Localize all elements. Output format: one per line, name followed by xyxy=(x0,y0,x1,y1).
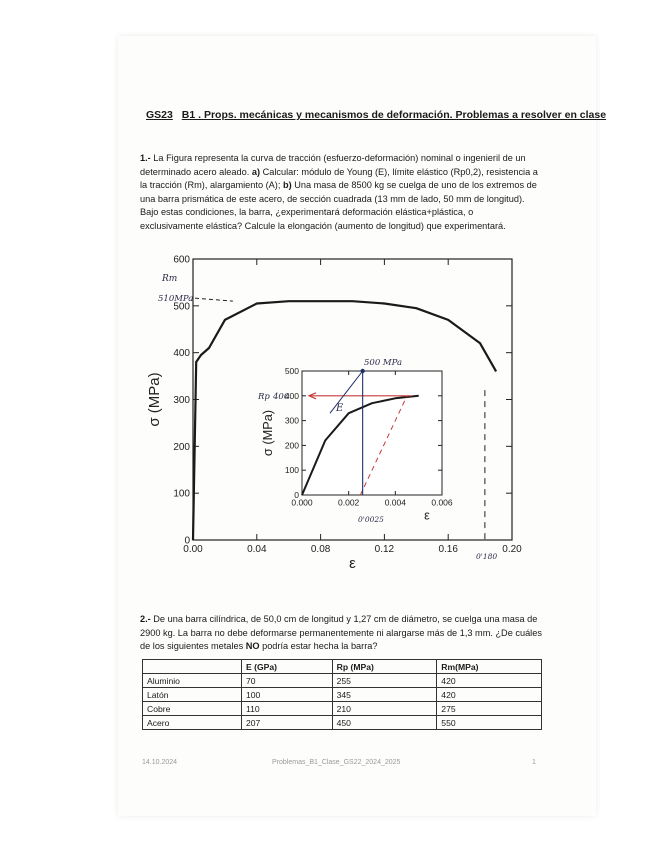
table-cell: 275 xyxy=(437,702,542,716)
table-cell: 255 xyxy=(332,674,437,688)
y-tick-label: 0 xyxy=(294,489,299,500)
problem-1-label-a: a) xyxy=(251,166,261,177)
table-cell: Aluminio xyxy=(143,674,242,688)
rm-value-annotation: 510MPa xyxy=(158,294,194,304)
course-code: GS23 xyxy=(146,109,173,121)
offset-strain-annotation: 0'0025 xyxy=(358,515,384,524)
rm-annotation: Rm xyxy=(162,274,178,284)
page-header xyxy=(146,109,606,121)
table-cell: 210 xyxy=(332,702,437,716)
table-row xyxy=(143,688,542,702)
table-header-cell xyxy=(143,660,242,674)
problem-2-no: NO xyxy=(245,641,260,651)
table-cell: 420 xyxy=(437,688,542,702)
x-tick-label: 0.006 xyxy=(431,497,453,508)
y-tick-label: 200 xyxy=(284,440,299,451)
problem-2-number: 2.- xyxy=(140,614,151,624)
footer-date: 14.10.2024 xyxy=(142,759,178,766)
rp-value-annotation: 400 xyxy=(273,392,290,402)
x-axis-label: ε xyxy=(424,507,430,523)
problem-1-number: 1.- xyxy=(140,153,151,163)
y-axis-label: σ (MPa) xyxy=(260,409,275,457)
table-row xyxy=(143,716,542,730)
problem-2 xyxy=(140,613,550,654)
x-tick-label: 0.002 xyxy=(338,497,360,508)
problem-2-question: podría estar hecha la barra? xyxy=(262,641,378,651)
table-header-cell: Rp (MPa) xyxy=(332,660,437,674)
y-tick-label: 0 xyxy=(184,535,190,547)
problem-2-text: De una barra cilíndrica, de 50,0 cm de longitud y 1,27 cm de diámetro, se cuelga una masa de 2900 kg. La barra no debe deformarse permanentemente ni alargarse más de 1,3 mm. ¿De cuáles de los siguientes metales xyxy=(140,614,542,651)
x-tick-label: 0.20 xyxy=(502,544,522,555)
x-tick-label: 0.04 xyxy=(247,544,267,555)
table-header-cell: E (GPa) xyxy=(242,660,333,674)
problem-1-part-a: Calcular: módulo de Young (E), límite elástico (Rp0,2), resistencia a la tracción (Rm), alargamiento (A); xyxy=(140,166,538,190)
y-tick-label: 400 xyxy=(173,348,190,360)
table-cell: Cobre xyxy=(143,702,242,716)
rm-dashed-line xyxy=(195,298,233,301)
rp-annotation: Rp xyxy=(258,392,270,402)
page-title: B1 . Props. mecánicas y mecanismos de deformación. Problemas a resolver en clase xyxy=(181,109,607,121)
y-tick-label: 500 xyxy=(173,301,190,313)
problem-1-part-b: Una masa de 8500 kg se cuelga de uno de los extremos de una barra prismática de este acero, de sección cuadrada (13 mm de lado, 50 mm de longitud). Bajo estas condiciones, la barra, ¿experimentará deformación elástica+plástica, o exclusivamente elástica? Calcule la elongación (aumento de longitud) que experimentará. xyxy=(140,180,537,231)
y-tick-label: 400 xyxy=(284,390,299,401)
x-tick-label: 0.12 xyxy=(374,544,395,555)
table-cell: Acero xyxy=(143,716,242,730)
table-cell: 207 xyxy=(242,716,333,730)
modulus-annotation: E xyxy=(336,403,344,414)
table-cell: 550 xyxy=(437,716,542,730)
fracture-strain-annotation: 0'180 xyxy=(476,552,498,561)
problem-1-label-b: b) xyxy=(282,180,292,190)
table-header-cell: Rm(MPa) xyxy=(437,660,542,674)
problem-1 xyxy=(140,152,538,233)
table-row xyxy=(143,674,542,688)
x-axis-label: ε xyxy=(349,555,356,572)
y-tick-label: 200 xyxy=(173,441,190,453)
table-header-row xyxy=(143,660,542,674)
table-cell: Latón xyxy=(143,688,242,702)
y-tick-label: 300 xyxy=(284,415,299,426)
y-tick-label: 300 xyxy=(173,395,190,406)
y-tick-label: 500 xyxy=(284,365,299,376)
metals-table xyxy=(142,659,542,730)
table-cell: 450 xyxy=(332,716,437,730)
plot-background xyxy=(302,371,442,495)
problem-1-intro: La Figura representa la curva de tracción (esfuerzo-deformación) nominal o ingenieril de un determinado acero aleado. xyxy=(140,153,526,177)
table-cell: 70 xyxy=(242,674,333,688)
table-cell: 345 xyxy=(332,688,437,702)
table-cell: 100 xyxy=(242,688,333,702)
inset-chart xyxy=(260,366,453,522)
y-tick-label: 100 xyxy=(284,465,299,476)
stress-strain-figure xyxy=(140,243,540,583)
table-cell: 110 xyxy=(242,702,333,716)
x-tick-label: 0.00 xyxy=(183,544,203,555)
x-tick-label: 0.004 xyxy=(384,497,406,508)
x-tick-label: 0.000 xyxy=(291,497,313,508)
table-cell: 420 xyxy=(437,674,542,688)
y-tick-label: 600 xyxy=(173,254,190,266)
x-tick-label: 0.08 xyxy=(310,544,331,555)
y-axis-label: σ (MPa) xyxy=(146,372,163,427)
footer-page-number: 1 xyxy=(532,759,536,766)
x-tick-label: 0.16 xyxy=(438,544,458,555)
table-row xyxy=(143,702,542,716)
inset-rm-annotation: 500 MPa xyxy=(364,358,403,368)
footer-filename: Problemas_B1_Clase_GS22_2024_2025 xyxy=(272,759,401,766)
y-tick-label: 100 xyxy=(173,488,190,500)
